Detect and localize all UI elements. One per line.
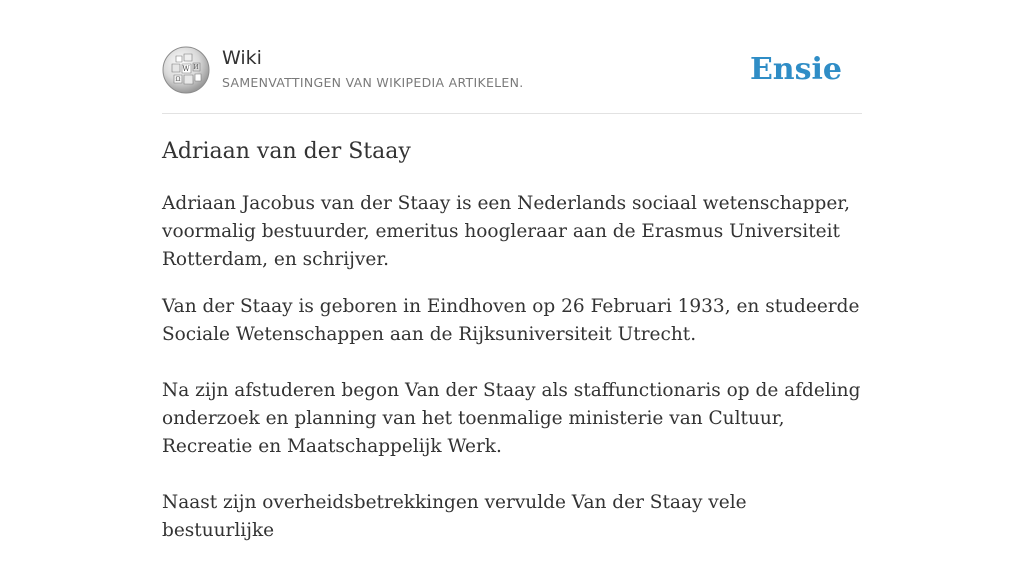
wikipedia-globe-icon[interactable]	[162, 46, 210, 94]
article-title: Adriaan van der Staay	[162, 139, 411, 164]
article-body	[162, 190, 862, 564]
site-header	[162, 0, 862, 114]
article-paragraph: Na zijn afstuderen begon Van der Staay als staffunctionaris op de afdeling onderzoek en planning van het toenmalige ministerie van Cultuur, Recreatie en Maatschappelijk Werk.	[162, 380, 861, 457]
svg-text:W: W	[182, 65, 190, 73]
brand-name[interactable]: Wiki	[222, 47, 262, 69]
brand-tagline: SAMENVATTINGEN VAN WIKIPEDIA ARTIKELEN.	[222, 75, 524, 90]
article-paragraph: Naast zijn overheidsbetrekkingen vervulde Van der Staay vele bestuurlijke	[162, 492, 747, 541]
svg-text:И: И	[193, 64, 199, 71]
svg-text:Ω: Ω	[175, 76, 181, 83]
article-paragraph: Adriaan Jacobus van der Staay is een Nederlands sociaal wetenschapper, voormalig bestuurder, emeritus hoogleraar aan de Erasmus Universiteit Rotterdam, en schrijver.	[162, 193, 850, 270]
ensie-logo-link[interactable]: Ensie	[749, 52, 842, 87]
article-paragraph: Van der Staay is geboren in Eindhoven op 26 Februari 1933, en studeerde Sociale Wetenschappen aan de Rijksuniversiteit Utrecht.	[162, 296, 860, 345]
content-container	[162, 0, 862, 541]
